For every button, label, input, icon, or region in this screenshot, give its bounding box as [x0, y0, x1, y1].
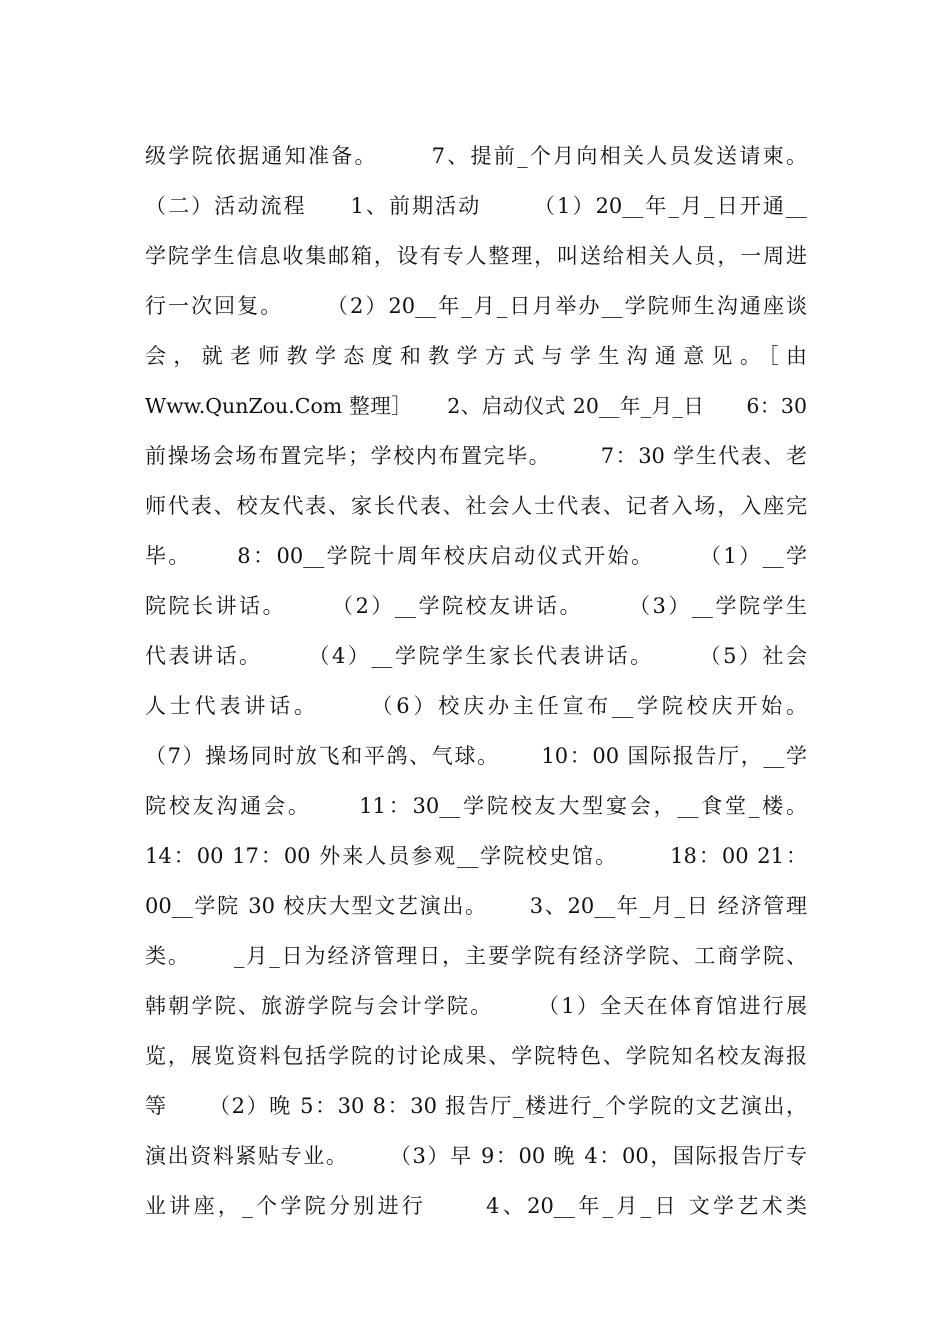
text-line: 14：00 17：00 外来人员参观__学院校史馆。 18：00 21：: [145, 844, 807, 868]
text-line: 行一次回复。 （2）20__年_月_日月举办__学院师生沟通座谈: [145, 294, 807, 318]
text-line: 会，就老师教学态度和教学方式与学生沟通意见。［由: [145, 344, 807, 368]
text-line: 前操场会场布置完毕；学校内布置完毕。 7：30 学生代表、老: [145, 444, 807, 468]
text-line: 院院长讲话。 （2）__学院校友讲话。 （3）__学院学生: [145, 594, 807, 618]
text-line: （7）操场同时放飞和平鸽、气球。 10：00 国际报告厅，__学: [145, 744, 807, 768]
text-line: 演出资料紧贴专业。 （3）早 9：00 晚 4：00，国际报告厅专: [145, 1144, 807, 1168]
text-line: 师代表、校友代表、家长代表、社会人士代表、记者入场，入座完: [145, 494, 807, 518]
text-line: （二）活动流程 1、前期活动 （1）20__年_月_日开通__: [145, 194, 807, 218]
text-line: 人士代表讲话。 （6）校庆办主任宣布__学院校庆开始。: [145, 694, 807, 718]
text-line: Www.QunZou.Com 整理］ 2、启动仪式 20__年_月_日 6：30: [145, 394, 807, 418]
text-line: 等 （2）晚 5：30 8：30 报告厅_楼进行_个学院的文艺演出，: [145, 1094, 807, 1118]
document-body: [145, 131, 807, 1231]
text-line: 业讲座，_个学院分别进行 4、20__年_月_日 文学艺术类: [145, 1194, 807, 1218]
text-line: 院校友沟通会。 11：30__学院校友大型宴会，__食堂_楼。: [145, 794, 807, 818]
text-line: 级学院依据通知准备。 7、提前_个月向相关人员发送请柬。: [145, 144, 807, 168]
text-line: 类。 _月_日为经济管理日，主要学院有经济学院、工商学院、: [145, 944, 807, 968]
text-line: 00__学院 30 校庆大型文艺演出。 3、20__年_月_日 经济管理: [145, 894, 807, 918]
text-line: 毕。 8：00__学院十周年校庆启动仪式开始。 （1）__学: [145, 544, 807, 568]
text-line: 学院学生信息收集邮箱，设有专人整理，叫送给相关人员，一周进: [145, 244, 807, 268]
text-line: 韩朝学院、旅游学院与会计学院。 （1）全天在体育馆进行展: [145, 994, 807, 1018]
text-line: 览，展览资料包括学院的讨论成果、学院特色、学院知名校友海报: [145, 1044, 807, 1068]
text-line: 代表讲话。 （4）__学院学生家长代表讲话。 （5）社会: [145, 644, 807, 668]
